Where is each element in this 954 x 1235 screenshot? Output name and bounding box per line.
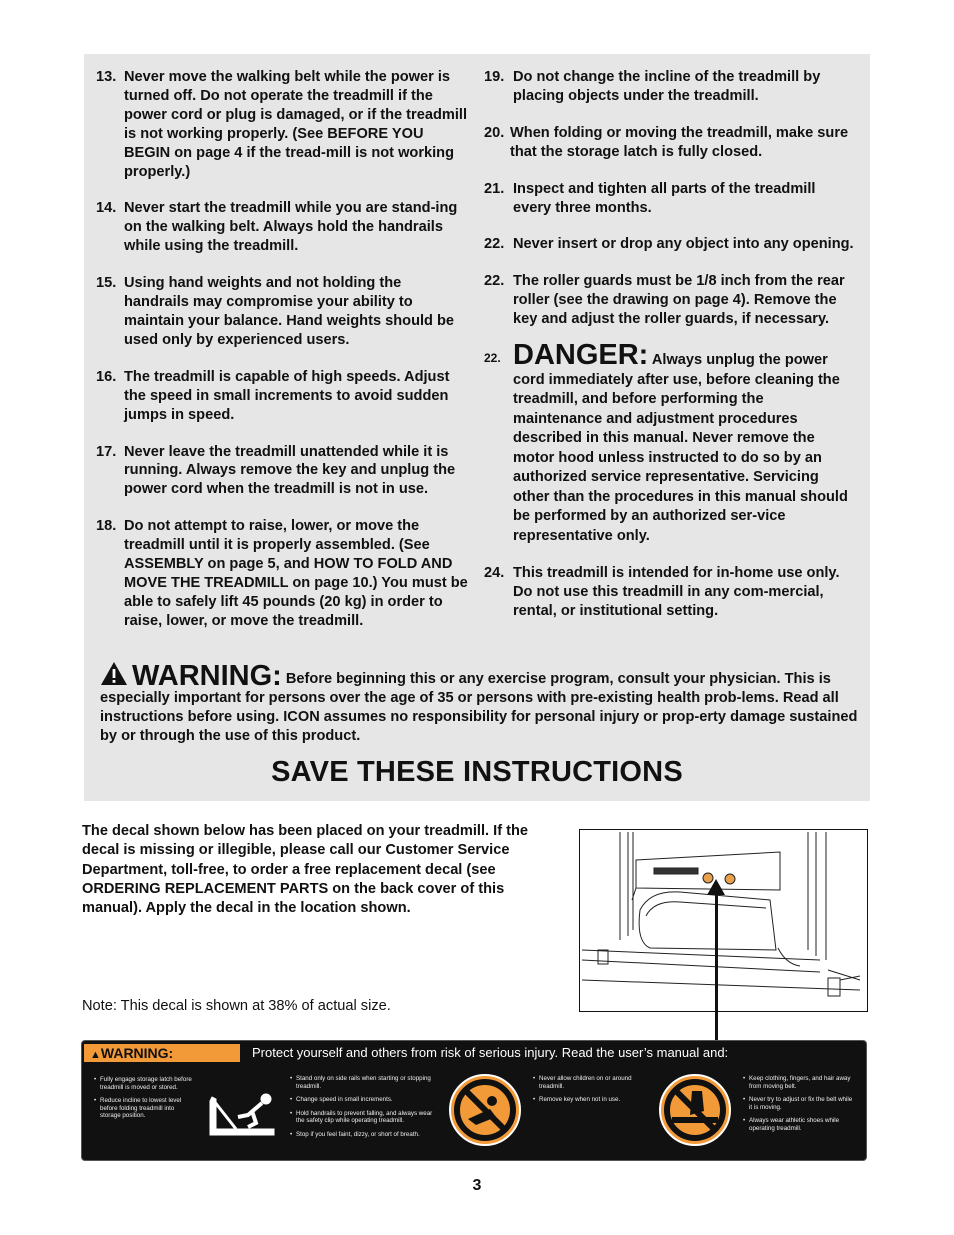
- list-item: • Never try to adjust or fix the belt while it is moving.: [743, 1096, 855, 1111]
- item-text: The roller guards must be 1/8 inch from the rear roller (see the drawing on page 4). Remove the key and adjust the roller guards, if necessary.: [513, 273, 845, 328]
- list-item: • Keep clothing, fingers, and hair away from moving belt.: [743, 1075, 855, 1090]
- item-number: 15.: [96, 275, 117, 292]
- item-text: This treadmill is intended for in-home use only. Do not use this treadmill in any com-mercial, rental, or institutional setting.: [513, 565, 840, 619]
- item-number: 21.: [484, 180, 505, 197]
- item-text: Never insert or drop any object into any opening.: [513, 236, 854, 253]
- item-number: 22.: [484, 273, 505, 290]
- decal-size-note: Note: This decal is shown at 38% of actual size.: [82, 998, 391, 1014]
- list-item: [484, 68, 854, 106]
- treadmill-drawing-icon: [580, 830, 866, 1010]
- item-text: Using hand weights and not holding the handrails may compromise your ability to maintain your balance. Hand weights should be used only by experienced users.: [124, 275, 455, 348]
- danger-text: Always unplug the power cord immediately after use, before cleaning the treadmill, and before performing the maintenance and adjustment procedures described in this manual. Never remove the motor hood unless instructed to do so by an authorized service representative. Servicing other than the procedures in this manual should be performed by an authorized ser-vice representative only.: [513, 352, 848, 544]
- decal-list-3: [533, 1075, 633, 1110]
- item-number: 16.: [96, 368, 117, 385]
- item-text: Do not attempt to raise, lower, or move the treadmill until it is properly assembled. (See ASSEMBLY on page 5, and HOW TO FOLD AND MOVE THE TREADMILL on page 10.) You must be able to safely lift 45 pounds (20 kg) in order to raise, lower, or move the treadmill.: [124, 518, 468, 629]
- save-instructions-title: SAVE THESE INSTRUCTIONS: [271, 756, 683, 788]
- no-hands-near-belt-icon: [656, 1071, 734, 1149]
- left-column: [96, 68, 468, 649]
- warning-lead: Before beginning this or any exercise program, consult your physician.: [285, 671, 781, 687]
- item-number: 22.: [484, 236, 505, 253]
- decal-description: The decal shown below has been placed on your treadmill. If the decal is missing or illegible, please call our Customer Service Department, toll-free, to order a free replacement decal (see ORDERING REPLACEMENT PARTS on the back cover of this manual). Apply the decal in the location shown.: [82, 823, 529, 917]
- warning-word: WARNING:: [132, 660, 282, 692]
- item-number: 18.: [96, 518, 117, 535]
- item-text: Never leave the treadmill unattended while it is running. Always remove the key and unplug the power cord when the treadmill is not in use.: [124, 443, 456, 498]
- list-item: [96, 199, 468, 256]
- safety-panel: [84, 54, 870, 801]
- list-item: • Stop if you feel faint, dizzy, or short of breath.: [290, 1131, 438, 1139]
- danger-word: DANGER:: [513, 339, 649, 372]
- item-number: 22.: [484, 351, 501, 366]
- list-item: • Fully engage storage latch before treadmill is moved or stored.: [94, 1076, 196, 1091]
- item-number: 20.: [484, 124, 505, 141]
- item-number: 24.: [484, 565, 505, 582]
- list-item: [96, 68, 468, 181]
- treadmill-illustration: [579, 829, 868, 1012]
- warning-triangle-icon: [100, 661, 128, 686]
- item-text: Never move the walking belt while the power is turned off. Do not operate the treadmill if the power cord or plug is damaged, or if the treadmill is not working properly. (See BEFORE YOU BEGIN on page 4 if the tread-mill is not working properly.): [124, 69, 468, 180]
- list-item: [484, 272, 854, 329]
- list-item: [484, 124, 854, 162]
- decal-list-1: [94, 1076, 196, 1126]
- decal-list-2: [290, 1075, 438, 1145]
- page-number: 3: [472, 1177, 482, 1194]
- list-item: [484, 235, 854, 254]
- warning-rest: This is especially important for persons over the age of 35 or persons with pre-existing health prob-lems. Read all instructions before using. ICON assumes no responsibility for personal injury or prop-erty damage sustained by or through the use of this product.: [100, 671, 858, 744]
- arrow-head-icon: [707, 879, 725, 895]
- warning-decal: [81, 1040, 867, 1161]
- decal-headline: Protect yourself and others from risk of serious injury. Read the user’s manual and:: [252, 1045, 729, 1060]
- list-item: • Stand only on side rails when starting or stopping treadmill.: [290, 1075, 438, 1090]
- list-item: • Change speed in small increments.: [290, 1096, 438, 1104]
- list-item: • Never allow children on or around treadmill.: [533, 1075, 633, 1090]
- list-item: • Hold handrails to prevent falling, and always wear the safety clip while operating treadmill.: [290, 1110, 438, 1125]
- list-item: [96, 274, 468, 350]
- item-text: Do not change the incline of the treadmill by placing objects under the treadmill.: [513, 69, 821, 104]
- item-text: When folding or moving the treadmill, make sure that the storage latch is fully closed.: [510, 124, 849, 160]
- no-children-icon: [446, 1071, 524, 1149]
- list-item: • Remove key when not in use.: [533, 1096, 633, 1104]
- decal-header: [84, 1044, 240, 1062]
- list-item: [96, 368, 468, 425]
- item-number: 17.: [96, 443, 117, 460]
- danger-item: [484, 339, 854, 546]
- item-text: Never start the treadmill while you are stand-ing on the walking belt. Always hold the handrails while using the treadmill.: [124, 200, 458, 255]
- list-item: [96, 517, 468, 630]
- decal-header-label: WARNING:: [100, 1045, 174, 1061]
- item-text: The treadmill is capable of high speeds. Adjust the speed in small increments to avoid sudden jumps in speed.: [124, 368, 450, 423]
- item-number: 19.: [484, 69, 505, 85]
- item-text: Inspect and tighten all parts of the treadmill every three months.: [513, 180, 816, 216]
- list-item-24: [484, 564, 854, 621]
- list-item: [96, 443, 468, 500]
- item-number: 14.: [96, 200, 117, 217]
- warning-paragraph: [100, 661, 860, 746]
- item-number: 13.: [96, 69, 117, 85]
- arrow-line: [715, 890, 718, 1040]
- list-item: [484, 180, 854, 218]
- list-item: • Always wear athletic shoes while operating treadmill.: [743, 1117, 855, 1132]
- list-item: • Reduce incline to lowest level before folding treadmill into storage position.: [94, 1097, 196, 1120]
- decal-list-4: [743, 1075, 855, 1139]
- right-column: [484, 68, 854, 639]
- falling-person-icon: [208, 1089, 280, 1137]
- small-warning-triangle-icon: ▲: [90, 1049, 101, 1061]
